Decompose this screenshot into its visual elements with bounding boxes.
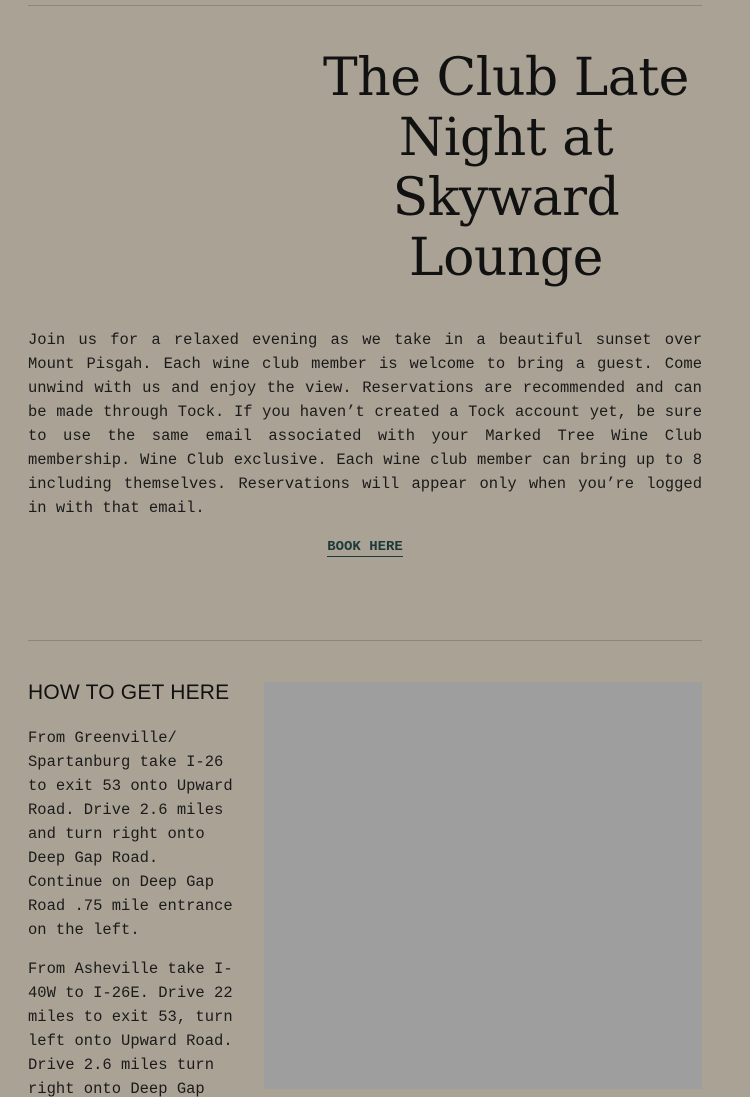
top-divider: [28, 5, 702, 6]
directions-from-asheville: From Asheville take I-40W to I-26E. Drive 22 miles to exit 53, turn left onto Upward Road. Drive 2.6 miles turn right onto Deep Gap: [28, 960, 233, 1097]
map-embed[interactable]: [264, 682, 702, 1089]
event-description: Join us for a relaxed evening as we take in a beautiful sunset over Mount Pisgah. Each wine club member is welcome to bring a guest. Come unwind with us and enjoy the view. Reservations are recommended and can be made through Tock. If you haven’t created a Tock account yet, be sure to use the same email associated with your Marked Tree Wine Club membership. Wine Club exclusive. Each wine club member can bring up to 8 including themselves. Reservations will appear only when you’re logged in with that email.: [28, 331, 702, 517]
directions-from-greenville: From Greenville/ Spartanburg take I-26 to exit 53 onto Upward Road. Drive 2.6 miles and turn right onto Deep Gap Road. Continue on Deep Gap Road .75 mile entrance on the left.: [28, 729, 233, 939]
book-link-container: [0, 537, 730, 557]
book-here-link[interactable]: BOOK HERE: [327, 539, 403, 555]
directions-heading: HOW TO GET HERE: [28, 681, 230, 704]
section-divider: [28, 640, 702, 641]
event-title: The Club Late Night at Skyward Lounge: [323, 48, 689, 288]
